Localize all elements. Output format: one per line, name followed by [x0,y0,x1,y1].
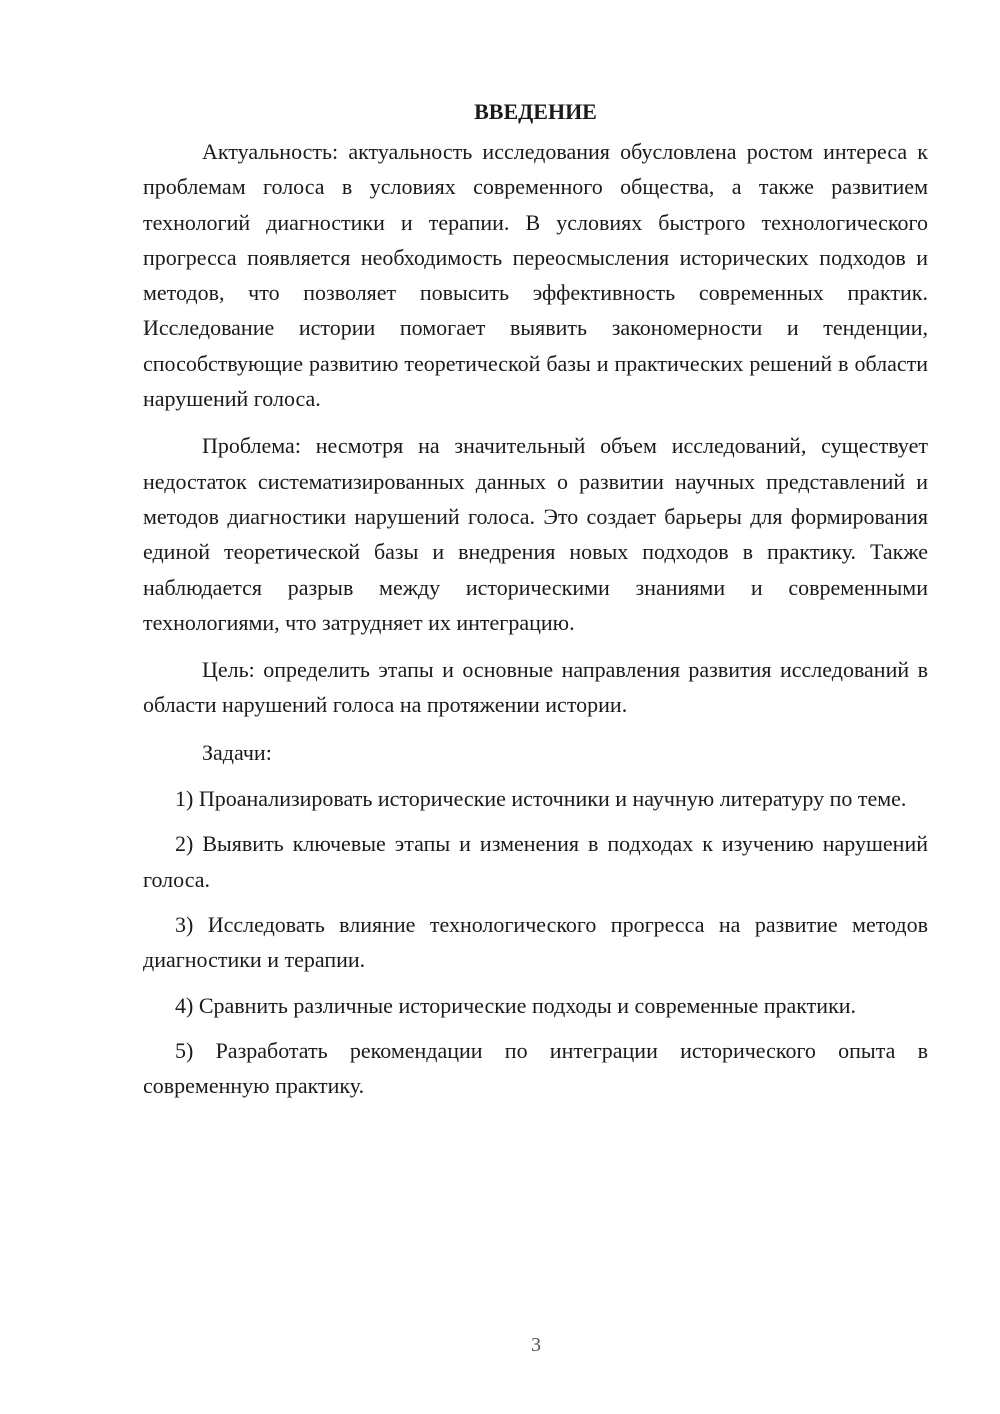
document-page [143,97,928,1113]
task-item-3: 3) Исследовать влияние технологического прогресса на развитие методов диагностики и терапии. [143,911,928,973]
task-item-5: 5) Разработать рекомендации по интеграции исторического опыта в современную практику. [143,1037,928,1099]
page-number: 3 [531,1334,541,1356]
task-item-4: 4) Сравнить различные исторические подходы и современные практики. [175,992,857,1018]
tasks-label: Задачи: [202,739,272,765]
section-title: ВВЕДЕНИЕ [474,99,597,124]
paragraph-problem: Проблема: несмотря на значительный объем исследований, существует недостаток систематизированных данных о развитии научных представлений и методов диагностики нарушений голоса. Это создает барьеры для формирования единой теоретической базы и внедрения новых подходов в практику. Также наблюдается разрыв между историческими знаниями и современными технологиями, что затрудняет их интеграцию. [143,433,928,635]
task-item-1: 1) Проанализировать исторические источники и научную литературу по теме. [175,786,907,812]
task-item-2: 2) Выявить ключевые этапы и изменения в подходах к изучению нарушений голоса. [143,831,928,892]
paragraph-goal: Цель: определить этапы и основные направления развития исследований в области нарушений голоса на протяжении истории. [143,657,928,718]
paragraph-relevance: Актуальность: актуальность исследования обусловлена ростом интереса к проблемам голоса в условиях современного общества, а также развитием технологий диагностики и терапии. В условиях быстрого технологического прогресса появляется необходимость переосмысления исторических подходов и методов, что позволяет повысить эффективность современных практик. Исследование истории помогает выявить закономерности и тенденции, способствующие развитию теоретической базы и практических решений в области нарушений голоса. [143,139,928,412]
